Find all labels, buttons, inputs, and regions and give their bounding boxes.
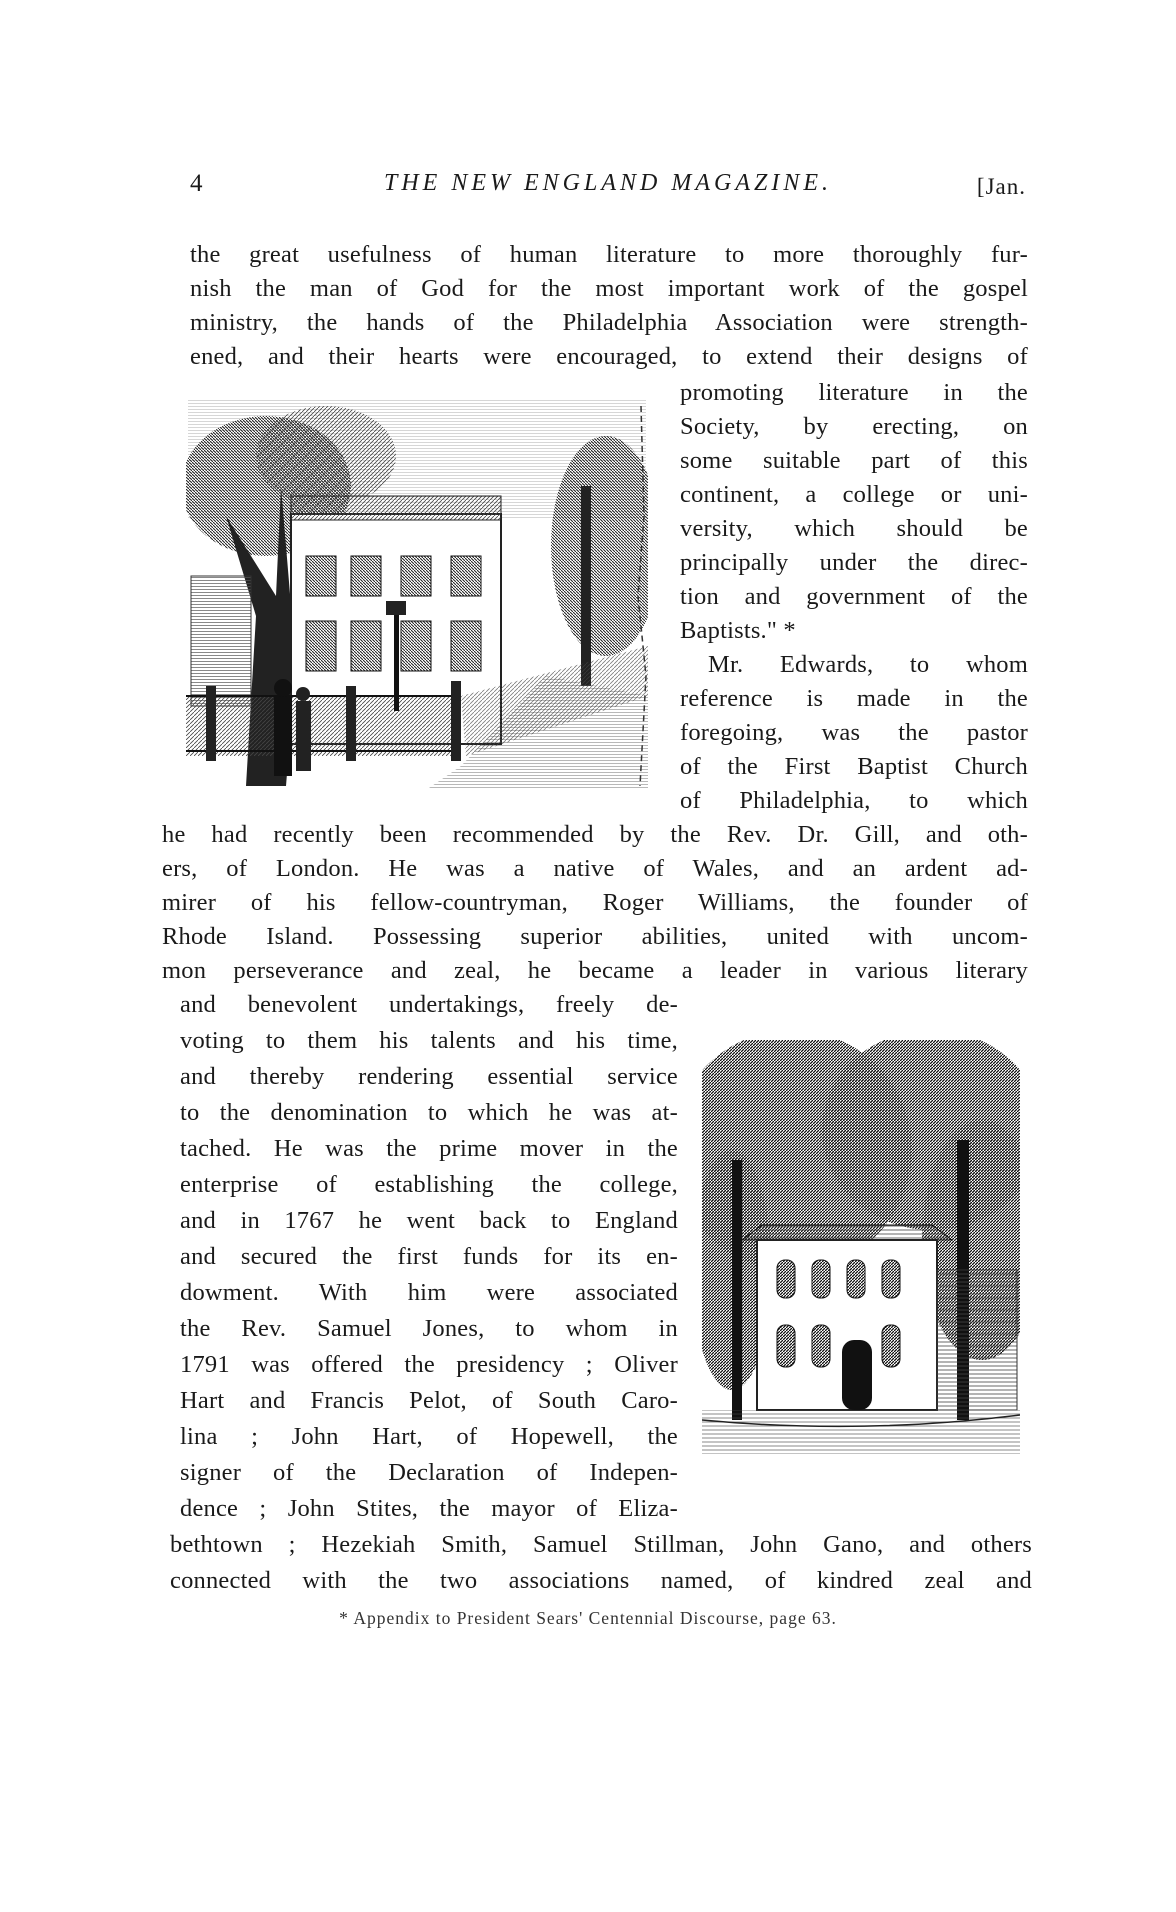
- body-line: connected with the two associations named, of kindred zeal and: [170, 1567, 1032, 1594]
- house-engraving-image: [186, 396, 648, 790]
- body-line: promoting literature in the: [680, 379, 1028, 406]
- body-line: signer of the Declaration of Indepen-: [180, 1459, 678, 1486]
- body-line: Hart and Francis Pelot, of South Caro-: [180, 1387, 678, 1414]
- body-line: mirer of his fellow-countryman, Roger Williams, the founder of: [162, 889, 1028, 916]
- house-engraving: [186, 396, 648, 790]
- body-line: ministry, the hands of the Philadelphia Association were strength-: [190, 309, 1028, 336]
- body-line: ers, of London. He was a native of Wales, and an ardent ad-: [162, 855, 1028, 882]
- body-line: Baptists." *: [680, 617, 796, 644]
- body-line: versity, which should be: [680, 515, 1028, 542]
- body-line: of the First Baptist Church: [680, 753, 1028, 780]
- body-line: tached. He was the prime mover in the: [180, 1135, 678, 1162]
- body-line: to the denomination to which he was at-: [180, 1099, 678, 1126]
- body-line: of Philadelphia, to which: [680, 787, 1028, 814]
- college-building-engraving: [702, 1040, 1020, 1454]
- issue-month: [Jan.: [976, 174, 1026, 199]
- body-line: voting to them his talents and his time,: [180, 1027, 678, 1054]
- body-line: Mr. Edwards, to whom: [708, 651, 1028, 678]
- body-line: and in 1767 he went back to England: [180, 1207, 678, 1234]
- body-line: bethtown ; Hezekiah Smith, Samuel Stillman, John Gano, and others: [170, 1531, 1032, 1558]
- body-line: tion and government of the: [680, 583, 1028, 610]
- body-line: dowment. With him were associated: [180, 1279, 678, 1306]
- body-line: and thereby rendering essential service: [180, 1063, 678, 1090]
- body-line: the Rev. Samuel Jones, to whom in: [180, 1315, 678, 1342]
- body-line: foregoing, was the pastor: [680, 719, 1028, 746]
- body-line: Rhode Island. Possessing superior abilities, united with uncom-: [162, 923, 1028, 950]
- body-line: principally under the direc-: [680, 549, 1028, 576]
- body-line: enterprise of establishing the college,: [180, 1171, 678, 1198]
- body-line: ened, and their hearts were encouraged, to extend their designs of: [190, 343, 1028, 370]
- body-line: reference is made in the: [680, 685, 1028, 712]
- running-header: [190, 170, 1026, 210]
- body-line: the great usefulness of human literature to more thoroughly fur-: [190, 241, 1028, 268]
- page-number: 4: [190, 170, 203, 197]
- body-line: some suitable part of this: [680, 447, 1028, 474]
- college-building-image: [702, 1040, 1020, 1454]
- body-line: and secured the first funds for its en-: [180, 1243, 678, 1270]
- body-line: dence ; John Stites, the mayor of Eliza-: [180, 1495, 678, 1522]
- body-line: nish the man of God for the most important work of the gospel: [190, 275, 1028, 302]
- body-line: he had recently been recommended by the Rev. Dr. Gill, and oth-: [162, 821, 1028, 848]
- body-line: continent, a college or uni-: [680, 481, 1028, 508]
- body-line: Society, by erecting, on: [680, 413, 1028, 440]
- body-line: mon perseverance and zeal, he became a leader in various literary: [162, 957, 1028, 984]
- body-line: 1791 was offered the presidency ; Oliver: [180, 1351, 678, 1378]
- body-line: lina ; John Hart, of Hopewell, the: [180, 1423, 678, 1450]
- body-line: and benevolent undertakings, freely de-: [180, 991, 678, 1018]
- footnote: * Appendix to President Sears' Centennial Discourse, page 63.: [339, 1608, 837, 1628]
- magazine-title: THE NEW ENGLAND MAGAZINE.: [384, 170, 832, 196]
